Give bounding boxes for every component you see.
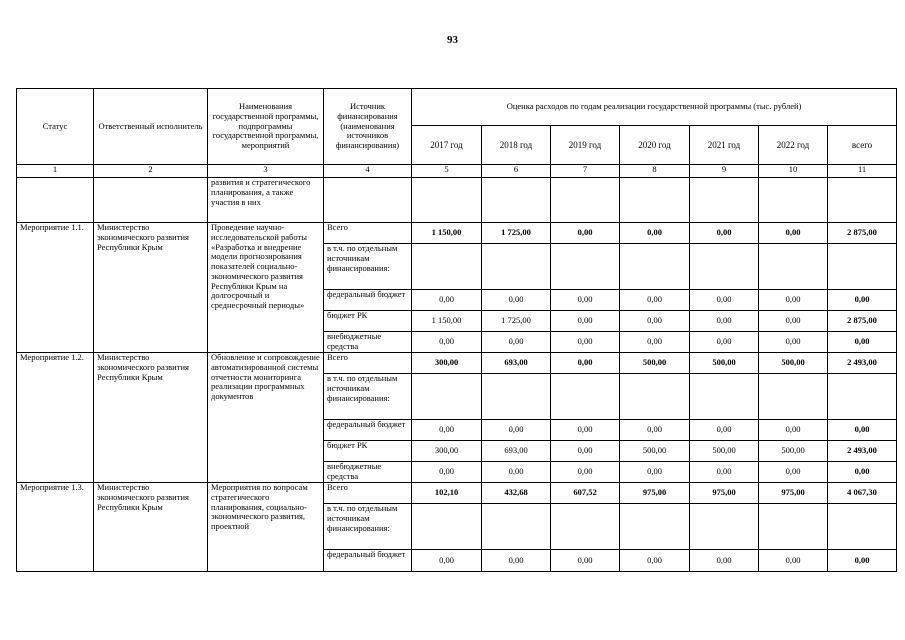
value-cell: 1 725,00 — [482, 311, 551, 332]
value-cell: 0,00 — [412, 420, 482, 441]
value-cell: 500,00 — [690, 441, 759, 462]
value-cell — [482, 504, 551, 550]
measure-status: Мероприятие 1.3. — [17, 483, 94, 572]
measure-name: Обновление и сопровождение автоматизированной системы отчетности мониторинга реализации программных документов — [208, 353, 324, 483]
value-cell: 0,00 — [412, 462, 482, 483]
value-cell: 0,00 — [759, 420, 828, 441]
funding-source: бюджет РК — [324, 311, 412, 332]
value-cell: 0,00 — [551, 223, 620, 244]
funding-source: внебюджетные средства — [324, 462, 412, 483]
value-cell: 0,00 — [551, 420, 620, 441]
column-number: 3 — [208, 165, 324, 178]
value-cell: 0,00 — [690, 420, 759, 441]
value-cell: 607,52 — [551, 483, 620, 504]
value-cell: 975,00 — [759, 483, 828, 504]
value-cell: 0,00 — [412, 550, 482, 572]
value-cell — [482, 244, 551, 290]
header-executor: Ответственный исполнитель — [94, 89, 208, 165]
value-cell: 0,00 — [620, 332, 690, 353]
total-cell — [828, 504, 897, 550]
value-cell: 0,00 — [482, 550, 551, 572]
column-number-row — [17, 165, 897, 178]
value-cell — [551, 374, 620, 420]
header-year: 2020 год — [620, 126, 690, 165]
total-cell — [828, 244, 897, 290]
total-cell: 0,00 — [828, 420, 897, 441]
value-cell: 0,00 — [412, 332, 482, 353]
value-cell: 0,00 — [551, 290, 620, 311]
value-cell — [412, 504, 482, 550]
value-cell — [690, 374, 759, 420]
value-cell: 0,00 — [759, 550, 828, 572]
funding-source: в т.ч. по отдельным источникам финансирования: — [324, 374, 412, 420]
value-cell — [412, 244, 482, 290]
value-cell: 0,00 — [620, 290, 690, 311]
value-cell: 1 725,00 — [482, 223, 551, 244]
value-cell: 0,00 — [551, 441, 620, 462]
value-cell: 0,00 — [759, 223, 828, 244]
value-cell — [759, 374, 828, 420]
funding-source: федеральный бюджет — [324, 550, 412, 572]
value-cell — [551, 504, 620, 550]
measure-status: Мероприятие 1.1. — [17, 223, 94, 353]
total-cell: 0,00 — [828, 550, 897, 572]
continuation-row — [17, 178, 897, 223]
value-cell: 102,10 — [412, 483, 482, 504]
column-number: 10 — [759, 165, 828, 178]
measure-executor: Министерство экономического развития Республики Крым — [94, 223, 208, 353]
header-year: 2022 год — [759, 126, 828, 165]
value-cell: 500,00 — [759, 353, 828, 374]
table-row — [17, 483, 897, 504]
value-cell: 0,00 — [482, 420, 551, 441]
continuation-text: развития и стратегического планирования, а также участия в них — [208, 178, 324, 223]
value-cell: 500,00 — [620, 441, 690, 462]
total-cell — [828, 374, 897, 420]
value-cell: 0,00 — [620, 420, 690, 441]
value-cell: 300,00 — [412, 353, 482, 374]
value-cell: 693,00 — [482, 353, 551, 374]
value-cell: 0,00 — [551, 311, 620, 332]
column-number: 4 — [324, 165, 412, 178]
value-cell: 0,00 — [482, 462, 551, 483]
value-cell: 0,00 — [690, 462, 759, 483]
column-number: 5 — [412, 165, 482, 178]
value-cell: 0,00 — [551, 353, 620, 374]
header-year: 2019 год — [551, 126, 620, 165]
value-cell: 0,00 — [620, 311, 690, 332]
header-estimate: Оценка расходов по годам реализации государственной программы (тыс. рублей) — [412, 89, 897, 126]
total-cell: 2 493,00 — [828, 441, 897, 462]
total-cell: 2 875,00 — [828, 223, 897, 244]
value-cell: 1 150,00 — [412, 311, 482, 332]
value-cell: 0,00 — [412, 290, 482, 311]
value-cell: 500,00 — [620, 353, 690, 374]
value-cell: 975,00 — [690, 483, 759, 504]
funding-source: в т.ч. по отдельным источникам финансирования: — [324, 244, 412, 290]
column-number: 1 — [17, 165, 94, 178]
total-cell: 4 067,30 — [828, 483, 897, 504]
value-cell — [620, 244, 690, 290]
value-cell: 500,00 — [690, 353, 759, 374]
value-cell: 0,00 — [551, 462, 620, 483]
column-number: 2 — [94, 165, 208, 178]
column-number: 7 — [551, 165, 620, 178]
value-cell: 0,00 — [759, 290, 828, 311]
header-year: 2018 год — [482, 126, 551, 165]
column-number: 9 — [690, 165, 759, 178]
column-number: 11 — [828, 165, 897, 178]
header-total: всего — [828, 126, 897, 165]
value-cell — [620, 504, 690, 550]
header-source: Источник финансирования (наименования источников финансирования) — [324, 89, 412, 165]
value-cell: 432,68 — [482, 483, 551, 504]
funding-source: внебюджетные средства — [324, 332, 412, 353]
value-cell: 693,00 — [482, 441, 551, 462]
value-cell — [759, 504, 828, 550]
value-cell — [690, 244, 759, 290]
header-year: 2021 год — [690, 126, 759, 165]
value-cell: 0,00 — [690, 311, 759, 332]
header-year: 2017 год — [412, 126, 482, 165]
measure-executor: Министерство экономического развития Республики Крым — [94, 353, 208, 483]
total-cell: 0,00 — [828, 462, 897, 483]
value-cell: 0,00 — [551, 550, 620, 572]
measure-name: Мероприятия по вопросам стратегического планирования, социально-экономического развития, проектной — [208, 483, 324, 572]
value-cell: 0,00 — [759, 462, 828, 483]
value-cell: 975,00 — [620, 483, 690, 504]
value-cell: 0,00 — [620, 550, 690, 572]
funding-source: в т.ч. по отдельным источникам финансирования: — [324, 504, 412, 550]
page-number: 93 — [447, 34, 458, 46]
measure-name: Проведение научно-исследовательской работы «Разработка и внедрение модели прогнозирования показателей социально-экономического развития Республики Крым на долгосрочный и среднесрочный периоды» — [208, 223, 324, 353]
measure-executor: Министерство экономического развития Республики Крым — [94, 483, 208, 572]
funding-source: бюджет РК — [324, 441, 412, 462]
value-cell: 1 150,00 — [412, 223, 482, 244]
column-number: 6 — [482, 165, 551, 178]
total-cell: 2 493,00 — [828, 353, 897, 374]
value-cell: 0,00 — [759, 311, 828, 332]
value-cell: 0,00 — [690, 550, 759, 572]
header-status: Статус — [17, 89, 94, 165]
funding-source: Всего — [324, 483, 412, 504]
total-cell: 2 875,00 — [828, 311, 897, 332]
value-cell — [620, 374, 690, 420]
value-cell — [482, 374, 551, 420]
funding-source: федеральный бюджет — [324, 420, 412, 441]
total-cell: 0,00 — [828, 332, 897, 353]
value-cell: 0,00 — [690, 223, 759, 244]
table-row — [17, 223, 897, 244]
value-cell: 0,00 — [690, 290, 759, 311]
funding-source: федеральный бюджет — [324, 290, 412, 311]
budget-table — [16, 88, 897, 572]
funding-source: Всего — [324, 223, 412, 244]
value-cell: 500,00 — [759, 441, 828, 462]
value-cell: 0,00 — [759, 332, 828, 353]
value-cell — [551, 244, 620, 290]
value-cell: 0,00 — [620, 223, 690, 244]
funding-source: Всего — [324, 353, 412, 374]
column-number: 8 — [620, 165, 690, 178]
value-cell: 300,00 — [412, 441, 482, 462]
value-cell — [759, 244, 828, 290]
measure-status: Мероприятие 1.2. — [17, 353, 94, 483]
value-cell: 0,00 — [551, 332, 620, 353]
header-name: Наименования государственной программы, подпрограммы государственной программы, мероприятий — [208, 89, 324, 165]
table-row — [17, 353, 897, 374]
value-cell: 0,00 — [482, 332, 551, 353]
value-cell: 0,00 — [482, 290, 551, 311]
value-cell — [690, 504, 759, 550]
value-cell: 0,00 — [690, 332, 759, 353]
total-cell: 0,00 — [828, 290, 897, 311]
value-cell — [412, 374, 482, 420]
value-cell: 0,00 — [620, 462, 690, 483]
